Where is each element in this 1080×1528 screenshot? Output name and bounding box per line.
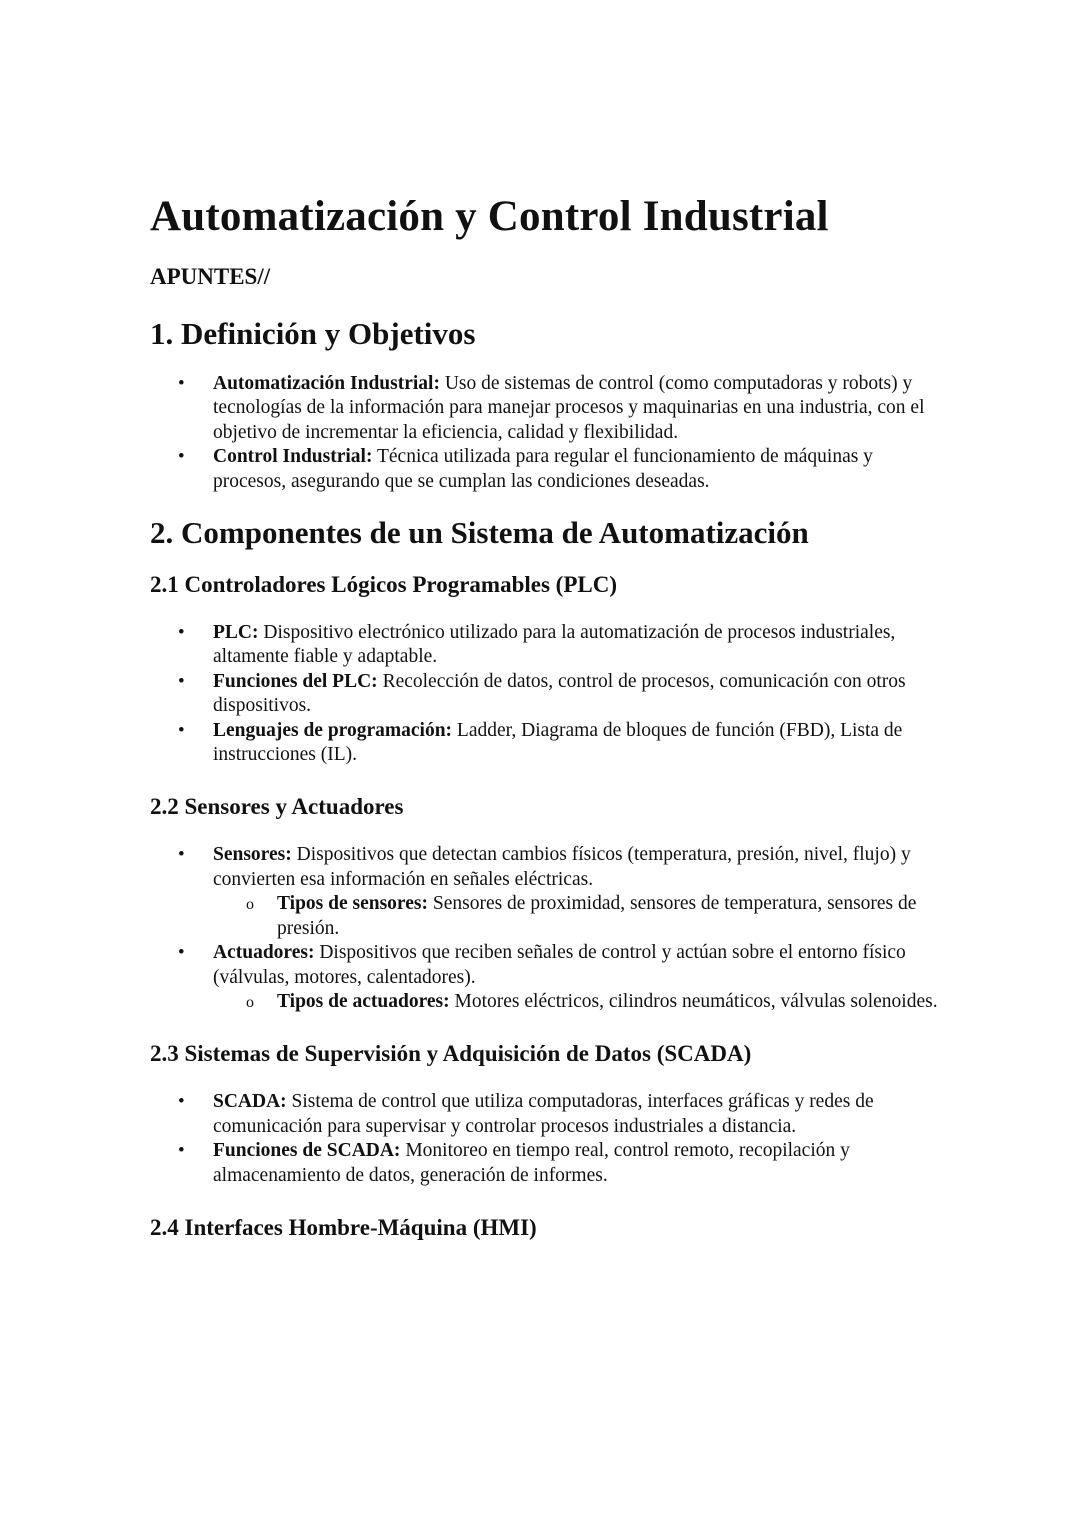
list-item-term: Funciones de SCADA: (213, 1140, 401, 1162)
sub-bullet-list (213, 892, 940, 941)
sub-list-item (213, 990, 940, 1014)
list-item-text: Dispositivos que reciben señales de control y actúan sobre el entorno físico (válvulas, motores, calentadores). (213, 942, 906, 988)
document-page (150, 190, 940, 1243)
list-item-text: Uso de sistemas de control (como computadoras y robots) y tecnologías de la información para manejar procesos y maquinarias en una industria, con el objetivo de incrementar la eficiencia, calidad y flexibilidad. (213, 373, 925, 443)
list-item (150, 1139, 940, 1188)
list-item-text: Técnica utilizada para regular el funcionamiento de máquinas y procesos, asegurando que se cumplan las condiciones deseadas. (213, 446, 873, 492)
bullet-list (150, 1090, 940, 1188)
list-item (150, 1090, 940, 1139)
section-heading-componentes: 2. Componentes de un Sistema de Automatización (150, 515, 809, 551)
subsection-heading-sensores: 2.2 Sensores y Actuadores (150, 794, 404, 820)
list-item-term: Actuadores: (213, 942, 315, 964)
section-heading-definicion: 1. Definición y Objetivos (150, 316, 476, 351)
sub-list-item-text: Sensores de proximidad, sensores de temperatura, sensores de presión. (277, 893, 917, 939)
list-item-text: Dispositivo electrónico utilizado para la automatización de procesos industriales, altamente fiable y adaptable. (213, 622, 896, 668)
bullet-list (150, 621, 940, 767)
subsection-heading-plc: 2.1 Controladores Lógicos Programables (PLC) (150, 572, 617, 598)
list-item-text: Recolección de datos, control de procesos, comunicación con otros dispositivos. (213, 670, 906, 717)
sub-list-item (213, 892, 940, 941)
list-item (150, 445, 940, 494)
sub-list-item-text: Motores eléctricos, cilindros neumáticos, válvulas solenoides. (449, 990, 938, 1012)
list-item (150, 621, 940, 670)
list-item (150, 670, 940, 719)
bullet-list (150, 843, 940, 1014)
list-item (150, 372, 940, 445)
list-item-text: Sistema de control que utiliza computadoras, interfaces gráficas y redes de comunicación para supervisar y controlar procesos industriales a distancia. (213, 1091, 874, 1137)
subsection-heading-scada: 2.3 Sistemas de Supervisión y Adquisición de Datos (SCADA) (150, 1041, 752, 1067)
list-item-term: Control Industrial: (213, 446, 373, 468)
list-item (150, 941, 940, 1014)
bullet-list (150, 372, 940, 494)
list-item-term: SCADA: (213, 1091, 287, 1113)
document-subtitle: APUNTES// (150, 264, 271, 289)
list-item-text: Monitoreo en tiempo real, control remoto, recopilación y almacenamiento de datos, generación de informes. (213, 1140, 850, 1186)
list-item-text: Ladder, Diagrama de bloques de función (FBD), Lista de instrucciones (IL). (213, 719, 903, 766)
sub-bullet-list (213, 990, 940, 1014)
list-item-term: PLC: (213, 622, 259, 644)
list-item-term: Lenguajes de programación: (213, 719, 453, 741)
list-item-term: Funciones del PLC: (213, 670, 378, 692)
list-item (150, 843, 940, 941)
document-title: Automatización y Control Industrial (150, 193, 829, 240)
sub-list-item-term: Tipos de actuadores: (277, 990, 450, 1012)
sub-list-item-term: Tipos de sensores: (277, 893, 428, 915)
subsection-heading-hmi: 2.4 Interfaces Hombre-Máquina (HMI) (150, 1214, 537, 1240)
list-item-term: Sensores: (213, 844, 292, 866)
list-item (150, 719, 940, 768)
list-item-term: Automatización Industrial: (213, 373, 440, 394)
list-item-text: Dispositivos que detectan cambios físicos (temperatura, presión, nivel, flujo) y convierten esa información en señales eléctricas. (213, 844, 911, 890)
